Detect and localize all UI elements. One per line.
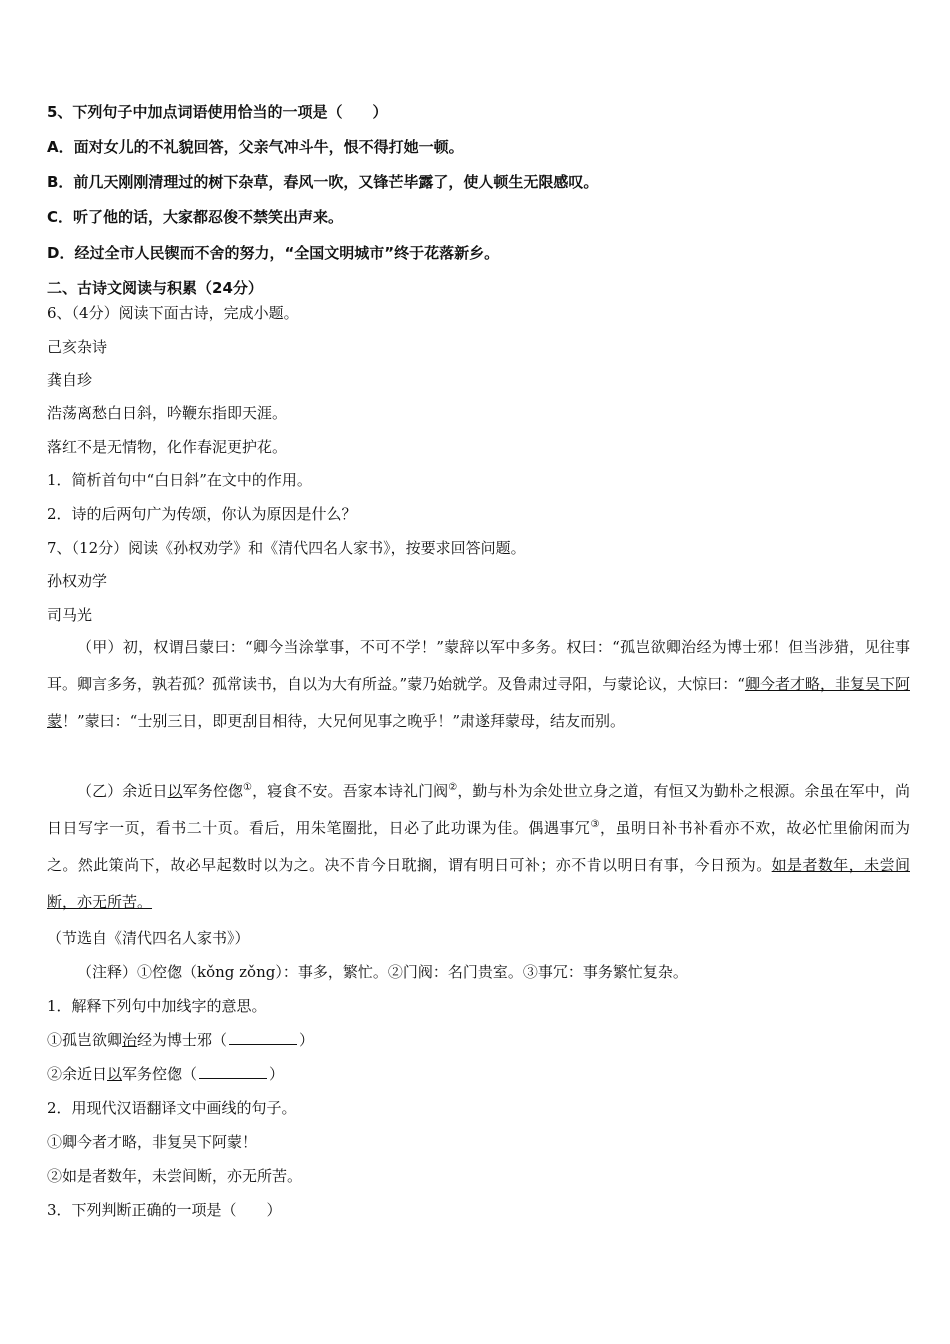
note-ref-1: ① <box>243 782 253 793</box>
q7-author: 司马光 <box>47 606 93 624</box>
q7-sub-3: 3．下列判断正确的一项是（ ） <box>47 1201 282 1219</box>
q7-sub-1a <box>47 1030 910 1050</box>
passage-yi-text-4: ，勤与朴为余处世立身之道，有恒又为勤朴之根源。余虽在军中，尚日日写字一页，看书二十页。看后，用朱笔圈批，日必了此功课为佳。偶遇事冗 <box>47 782 910 837</box>
sub-1b-text-2: 军务倥偬（ <box>122 1065 198 1083</box>
q7-sub-1b <box>47 1064 910 1084</box>
q5-option-c: C．听了他的话，大家都忍俊不禁笑出声来。 <box>47 208 344 226</box>
passage-yi-text-5: ，虽明日补书补看亦不欢，故必忙里偷闲而为之。然此策尚下，故必早起数时以为之。决不肯今日耽搁，谓有明日可补；亦不肯以明日有事，今日预为。 <box>47 819 910 874</box>
q6-poem-line-2: 落红不是无情物，化作春泥更护花。 <box>47 438 288 456</box>
q7-sub-2: 2．用现代汉语翻译文中画线的句子。 <box>47 1099 297 1117</box>
passage-notes: （注释）①倥偬（kǒng zǒng）：事多，繁忙。②门阀：名门贵室。③事冗：事务繁忙复杂。 <box>77 963 688 981</box>
sub-1a-text: ①孤岂欲卿 <box>47 1031 123 1049</box>
section-title: 二、古诗文阅读与积累（24分） <box>47 279 263 297</box>
answer-blank-2[interactable] <box>199 1064 267 1079</box>
passage-yi-underlined-sentence: 如是者数年，未尝间断，亦无所苦。 <box>47 856 910 911</box>
sub-1b-text: ②余近日 <box>47 1065 108 1083</box>
q6-poem-line-1: 浩荡离愁白日斜，吟鞭东指即天涯。 <box>47 404 288 422</box>
answer-blank-1[interactable] <box>229 1030 297 1045</box>
q7-sub-2b: ②如是者数年，未尝间断，亦无所苦。 <box>47 1167 303 1185</box>
passage-yi <box>47 773 910 921</box>
sub-1a-text-2: 经为博士邪（ <box>137 1031 228 1049</box>
q7-stem: 7、（12分）阅读《孙权劝学》和《清代四名人家书》，按要求回答问题。 <box>47 539 526 557</box>
sub-1a-close: ） <box>299 1031 315 1049</box>
q7-sub-2a: ①卿今者才略，非复吴下阿蒙！ <box>47 1133 258 1151</box>
sub-1b-underlined: 以 <box>107 1065 123 1083</box>
sub-1a-underlined: 治 <box>122 1031 138 1049</box>
passage-yi-underlined-char: 以 <box>167 782 183 800</box>
passage-yi-text-2: 军务倥偬 <box>182 782 244 800</box>
q6-author: 龚自珍 <box>47 371 93 389</box>
passage-yi-text: （乙）余近日 <box>77 782 168 800</box>
passage-yi-text-3: ，寝食不安。吾家本诗礼门阀 <box>252 782 449 800</box>
q7-title: 孙权劝学 <box>47 572 108 590</box>
passage-jia <box>47 629 910 740</box>
q6-stem: 6、（4分）阅读下面古诗，完成小题。 <box>47 304 299 322</box>
q7-sub-1: 1．解释下列句中加线字的意思。 <box>47 997 267 1015</box>
passage-jia-text-end: ！”蒙曰：“士别三日，即更刮目相待，大兄何见事之晚乎！”肃遂拜蒙母，结友而别。 <box>62 712 626 730</box>
passage-jia-underlined: 卿今者才略，非复吴下阿蒙 <box>47 675 910 730</box>
q5-option-b: B．前几天刚刚清理过的树下杂草，春风一吹，又锋芒毕露了，使人顿生无限感叹。 <box>47 173 599 191</box>
q5-option-a: A．面对女儿的不礼貌回答，父亲气冲斗牛，恨不得打她一顿。 <box>47 138 464 156</box>
q5-option-d: D．经过全市人民锲而不舍的努力，“全国文明城市”终于花落新乡。 <box>47 244 500 262</box>
q6-sub-2: 2．诗的后两句广为传颂，你认为原因是什么？ <box>47 505 357 523</box>
q5-stem: 5、下列句子中加点词语使用恰当的一项是（ ） <box>47 103 388 121</box>
q6-sub-1: 1．简析首句中“白日斜”在文中的作用。 <box>47 471 312 489</box>
sub-1b-close: ） <box>269 1065 285 1083</box>
note-ref-2: ② <box>448 782 458 793</box>
passage-jia-text: （甲）初，权谓吕蒙曰：“卿今当涂掌事，不可不学！”蒙辞以军中多务。权曰：“孤岂欲卿治经为博士邪！但当涉猎，见往事耳。卿言多务，孰若孤？孤常读书，自以为大有所益。”蒙乃始就学。及鲁肃过寻阳，与蒙论议，大惊曰：“ <box>47 638 910 693</box>
passage-source: （节选自《清代四名人家书》） <box>47 929 250 947</box>
q6-poem-title: 己亥杂诗 <box>47 338 108 356</box>
note-ref-3: ③ <box>590 819 600 830</box>
